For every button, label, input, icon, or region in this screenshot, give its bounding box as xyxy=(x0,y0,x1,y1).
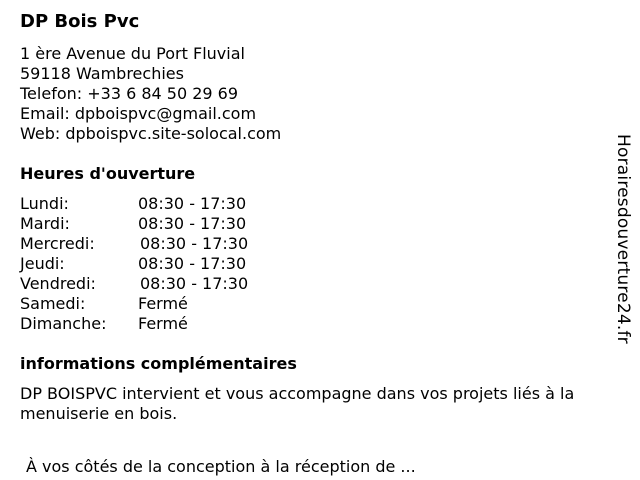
business-name: DP Bois Pvc xyxy=(20,11,140,32)
day-label: Samedi: xyxy=(20,294,86,313)
time-value: 08:30 - 17:30 xyxy=(140,274,249,293)
opening-hours-heading: Heures d'ouverture xyxy=(20,164,196,183)
additional-info-text: DP BOISPVC intervient et vous accompagne dans vos projets liés à la menuiserie en bois. xyxy=(20,384,575,423)
additional-info-heading: informations complémentaires xyxy=(20,354,297,373)
email-address: Email: dpboispvc@gmail.com xyxy=(20,104,257,123)
time-value: 08:30 - 17:30 xyxy=(138,254,247,273)
time-value: 08:30 - 17:30 xyxy=(138,214,247,233)
time-value: Fermé xyxy=(138,314,188,333)
time-value: 08:30 - 17:30 xyxy=(138,194,247,213)
day-label: Mercredi: xyxy=(20,234,95,253)
site-watermark: Horairesdouverture24.fr xyxy=(613,134,633,344)
additional-info-teaser: À vos côtés de la conception à la réception de ... xyxy=(26,457,416,476)
address-street: 1 ère Avenue du Port Fluvial xyxy=(20,44,245,63)
day-label: Lundi: xyxy=(20,194,69,213)
contact-block xyxy=(20,44,281,144)
day-label: Mardi: xyxy=(20,214,70,233)
website: Web: dpboispvc.site-solocal.com xyxy=(20,124,282,143)
time-value: 08:30 - 17:30 xyxy=(140,234,249,253)
day-label: Vendredi: xyxy=(20,274,96,293)
day-label: Jeudi: xyxy=(20,254,65,273)
day-label: Dimanche: xyxy=(20,314,107,333)
address-city: 59118 Wambrechies xyxy=(20,64,184,83)
time-value: Fermé xyxy=(138,294,188,313)
phone-number: Telefon: +33 6 84 50 29 69 xyxy=(20,84,239,103)
